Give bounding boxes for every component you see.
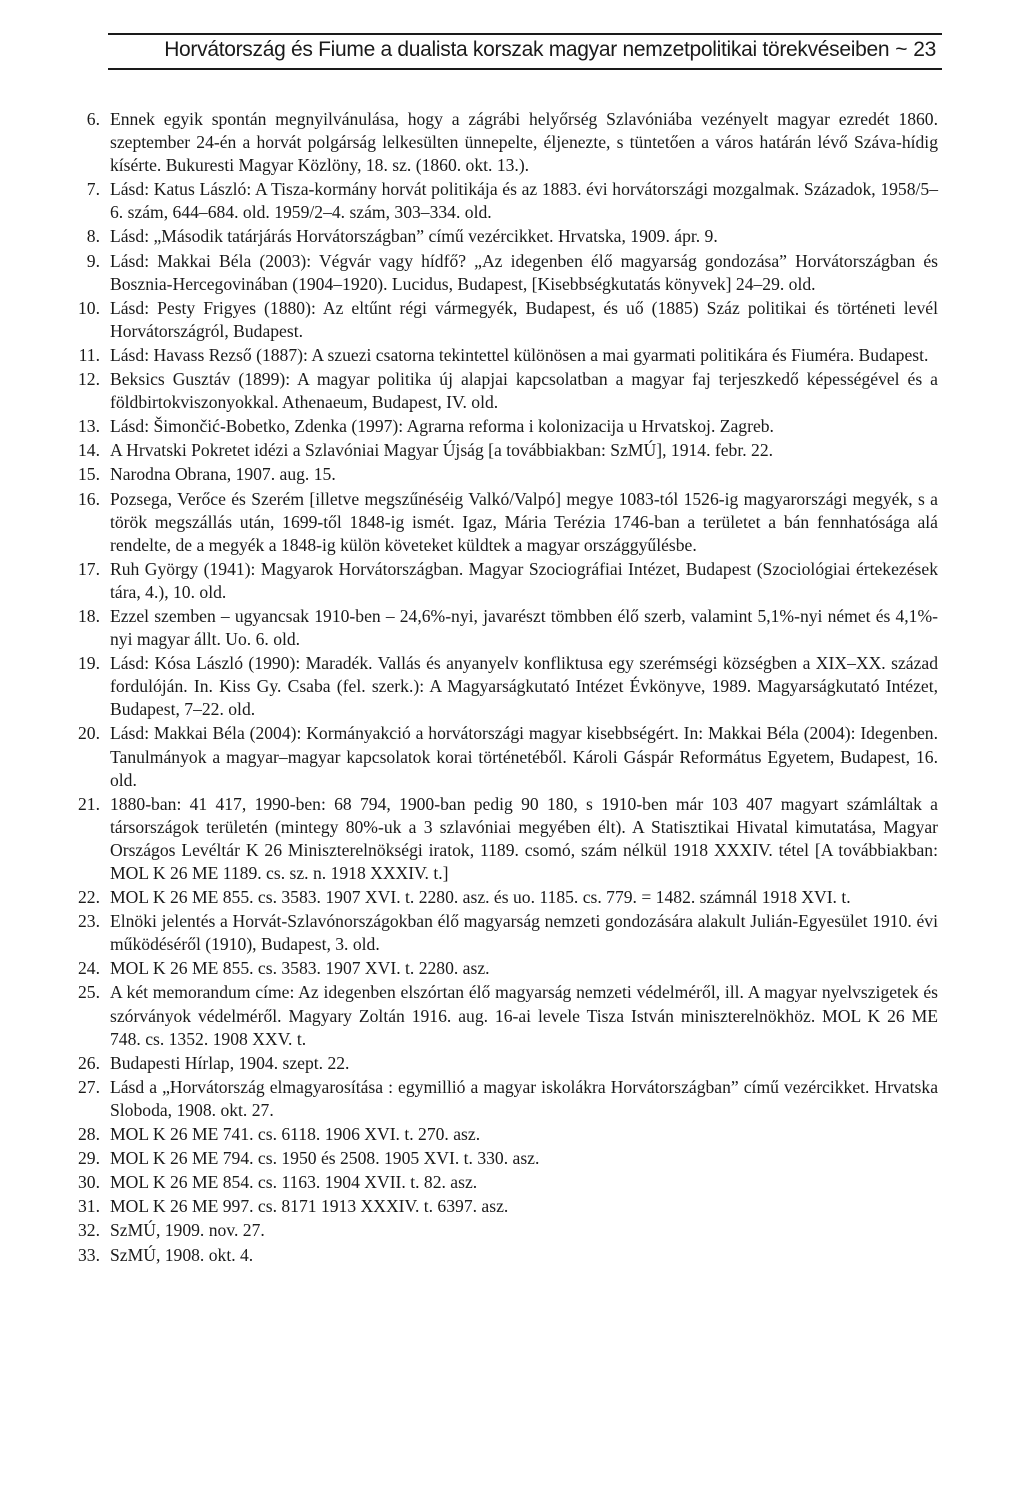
footnote xyxy=(58,1244,938,1267)
footnote-text: MOL K 26 ME 794. cs. 1950 és 2508. 1905 XVI. t. 330. asz. xyxy=(110,1148,540,1169)
footnote-number: 13. xyxy=(78,416,100,437)
footnote-number: 12. xyxy=(78,369,100,390)
footnote-text: A Hrvatski Pokretet idézi a Szlavóniai Magyar Újság [a továbbiakban: SzMÚ], 1914. febr. 22. xyxy=(110,440,774,461)
footnote xyxy=(58,1076,938,1122)
footnote xyxy=(58,722,938,791)
footnote-number: 17. xyxy=(78,558,100,579)
footnote-number: 27. xyxy=(78,1076,100,1097)
footnote xyxy=(58,605,938,651)
footnote xyxy=(58,1171,938,1194)
footnote-text: MOL K 26 ME 855. cs. 3583. 1907 XVI. t. 2280. asz. és uo. 1185. cs. 779. = 1482. számnál 1918 XVI. t. xyxy=(110,887,851,908)
footnote xyxy=(58,108,938,177)
footnote xyxy=(58,910,938,956)
footnote xyxy=(58,344,938,367)
footnote-number: 8. xyxy=(86,226,100,247)
footnote-number: 9. xyxy=(86,250,100,271)
footnote-number: 19. xyxy=(78,653,100,674)
footnote-text: Elnöki jelentés a Horvát-Szlavónországokban élő magyarság nemzeti gondozására alakult Julián-Egyesület 1910. évi működéséről (1910), Budapest, 3. old. xyxy=(110,911,938,955)
footnote-number: 33. xyxy=(78,1244,100,1265)
footnote xyxy=(58,1147,938,1170)
footnote-text: MOL K 26 ME 855. cs. 3583. 1907 XVI. t. 2280. asz. xyxy=(110,958,490,979)
footnote-text: Lásd: Havass Rezső (1887): A szuezi csatorna tekintettel különösen a mai gyarmati politikára és Fiuméra. Budapest. xyxy=(110,344,929,365)
footnote xyxy=(58,225,938,248)
footnote xyxy=(58,250,938,296)
footnote-text: Narodna Obrana, 1907. aug. 15. xyxy=(110,464,336,485)
footnote-text: MOL K 26 ME 741. cs. 6118. 1906 XVI. t. 270. asz. xyxy=(110,1124,481,1145)
footnote-number: 18. xyxy=(78,605,100,626)
footnote-text: Lásd: „Második tatárjárás Horvátországban” című vezércikket. Hrvatska, 1909. ápr. 9. xyxy=(110,226,718,247)
footnote-text: Ennek egyik spontán megnyilvánulása, hogy a zágrábi helyőrség Szlavóniába vezényelt magyar ezredét 1860. szeptember 24-én a horvát polgárság lelkesülten ünnepelte, éljenezte, s tüntetően a város határán lévő Száva-hídig kísérte. Bukuresti Magyar Közlöny, 18. sz. (1860. okt. 13.). xyxy=(110,109,938,176)
footnote xyxy=(58,981,938,1050)
footnote xyxy=(58,793,938,885)
footnote xyxy=(58,1219,938,1242)
footnote-number: 11. xyxy=(78,344,100,365)
footnote-text: Pozsega, Verőce és Szerém [illetve megszűnéséig Valkó/Valpó] megye 1083-tól 1526-ig magyarországi megyék, s a török megszállás után, 1699-től 1848-ig ismét. Igaz, Mária Terézia 1746-ban a területet a bán fennhatósága alá rendelte, de a megyék a 1848-ig külön követeket küldtek a magyar országgyűlésbe. xyxy=(110,488,938,555)
footnote-number: 24. xyxy=(78,958,100,979)
footnote-number: 14. xyxy=(78,440,100,461)
footnote xyxy=(58,415,938,438)
header-rule-top xyxy=(108,33,942,35)
footnotes-list xyxy=(58,108,938,1268)
footnote-number: 23. xyxy=(78,911,100,932)
footnote-number: 20. xyxy=(78,723,100,744)
footnote xyxy=(58,652,938,721)
footnote-number: 25. xyxy=(78,982,100,1003)
footnote xyxy=(58,439,938,462)
footnote-text: SzMÚ, 1908. okt. 4. xyxy=(110,1244,254,1265)
footnote-text: A két memorandum címe: Az idegenben elszórtan élő magyarság nemzeti védelméről, ill. A magyar nyelvszigetek és szórványok védelméről. Magyary Zoltán 1916. aug. 16-ai levele Tisza István miniszterelnökhöz. MOL K 26 ME 748. cs. 1352. 1908 XXV. t. xyxy=(110,982,938,1049)
footnote-number: 30. xyxy=(78,1172,100,1193)
running-head-separator: ~ xyxy=(895,38,908,61)
footnote xyxy=(58,488,938,557)
footnote-text: Beksics Gusztáv (1899): A magyar politika új alapjai kapcsolatban a magyar faj terjeszkedő képességével és a földbirtokviszonyokkal. Athenaeum, Budapest, IV. old. xyxy=(110,369,938,413)
footnote-text: Lásd: Makkai Béla (2004): Kormányakció a horvátországi magyar kisebbségért. In: Makkai Béla (2004): Idegenben. Tanulmányok a magyar–magyar kapcsolatok korai történetéből. Károli Gáspár Református Egyetem, Budapest, 16. old. xyxy=(110,723,938,790)
page-number: 23 xyxy=(913,38,936,61)
running-head-title: Horvátország és Fiume a dualista korszak magyar nemzetpolitikai törekvéseiben xyxy=(164,38,890,61)
footnote-text: Lásd: Katus László: A Tisza-kormány horvát politikája és az 1883. évi horvátországi mozgalmak. Századok, 1958/5–6. szám, 644–684. old. 1959/2–4. szám, 303–334. old. xyxy=(110,179,938,223)
footnote xyxy=(58,297,938,343)
footnote-number: 26. xyxy=(78,1052,100,1073)
footnote-text: Lásd: Kósa László (1990): Maradék. Vallás és anyanyelv konfliktusa egy szerémségi községben a XIX–XX. század fordulóján. In. Kiss Gy. Csaba (fel. szerk.): A Magyarságkutató Intézet Évkönyve, 1989. Magyarságkutató Intézet, Budapest, 7–22. old. xyxy=(110,653,938,720)
footnote-text: Lásd: Makkai Béla (2003): Végvár vagy hídfő? „Az idegenben élő magyarság gondozása” Horvátországban és Bosznia-Hercegovinában (1904–1920). Lucidus, Budapest, [Kisebbségkutatás könyvek] 24–29. old. xyxy=(110,250,938,294)
footnote-text: Lásd: Šimončić-Bobetko, Zdenka (1997): Agrarna reforma i kolonizacija u Hrvatskoj. Zagreb. xyxy=(110,416,774,437)
footnote-text: Lásd: Pesty Frigyes (1880): Az eltűnt régi vármegyék, Budapest, és uő (1885) Száz politikai és történeti levél Horvátországról, Budapest. xyxy=(110,297,938,341)
footnote xyxy=(58,558,938,604)
footnote-number: 6. xyxy=(86,109,100,129)
footnote-text: Budapesti Hírlap, 1904. szept. 22. xyxy=(110,1052,350,1073)
footnote-number: 29. xyxy=(78,1148,100,1169)
footnote-text: MOL K 26 ME 854. cs. 1163. 1904 XVII. t. 82. asz. xyxy=(110,1172,478,1193)
footnote-number: 31. xyxy=(78,1196,100,1217)
footnote-text: Ruh György (1941): Magyarok Horvátországban. Magyar Szociográfiai Intézet, Budapest (Szociológiai értekezések tára, 4.), 10. old. xyxy=(110,558,938,602)
footnote-number: 32. xyxy=(78,1220,100,1241)
header-rule-bottom xyxy=(108,68,942,70)
footnote-number: 22. xyxy=(78,887,100,908)
footnote xyxy=(58,886,938,909)
footnote xyxy=(58,1052,938,1075)
footnote-number: 10. xyxy=(78,297,100,318)
running-head xyxy=(164,38,936,62)
footnote xyxy=(58,1123,938,1146)
footnote xyxy=(58,1195,938,1218)
footnote-text: Lásd a „Horvátország elmagyarosítása : egymillió a magyar iskolákra Horvátországban” című vezércikket. Hrvatska Sloboda, 1908. okt. 27. xyxy=(110,1076,938,1120)
footnote-text: Ezzel szemben – ugyancsak 1910-ben – 24,6%-nyi, javarészt tömbben élő szerb, valamint 5,1%-nyi német és 4,1%-nyi magyar állt. Uo. 6. old. xyxy=(110,605,938,650)
footnote-text: SzMÚ, 1909. nov. 27. xyxy=(110,1220,265,1241)
footnote-text: MOL K 26 ME 997. cs. 8171 1913 XXXIV. t. 6397. asz. xyxy=(110,1196,509,1217)
footnote-number: 28. xyxy=(78,1124,100,1145)
footnote xyxy=(58,178,938,224)
footnote-number: 21. xyxy=(78,793,100,814)
footnote xyxy=(58,368,938,414)
footnote-number: 16. xyxy=(78,488,100,509)
footnote-number: 7. xyxy=(86,179,100,200)
footnote-text: 1880-ban: 41 417, 1990-ben: 68 794, 1900-ban pedig 90 180, s 1910-ben már 103 407 magyart számláltak a társországok területén (mintegy 80%-uk a 3 szlavóniai megyében élt). A Statisztikai Hivatal kimutatása, Magyar Országos Levéltár K 26 Miniszterelnökségi iratok, 1189. csomó, szám nélkül 1918 XXXIV. tétel [A továbbiakban: MOL K 26 ME 1189. cs. sz. n. 1918 XXXIV. t.] xyxy=(110,793,938,883)
footnote-number: 15. xyxy=(78,464,100,485)
footnote xyxy=(58,957,938,980)
footnote xyxy=(58,463,938,486)
